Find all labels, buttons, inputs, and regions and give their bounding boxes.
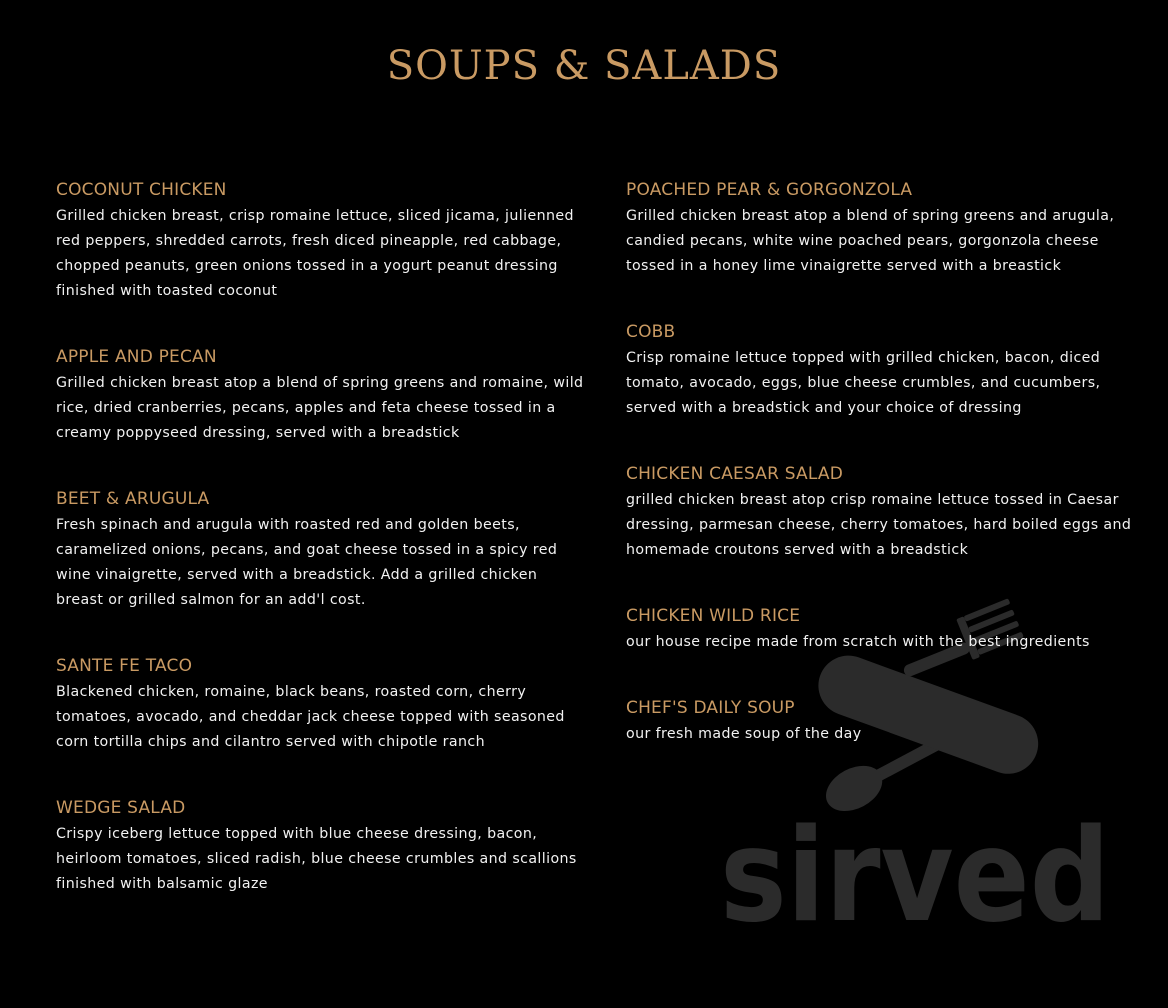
menu-item-description: Blackened chicken, romaine, black beans, roasted corn, cherry tomatoes, avocado, and cheddar jack cheese topped with seasoned corn tortilla chips and cilantro served with chipotle ranch: [56, 684, 565, 750]
menu-item: [56, 654, 586, 755]
menu-item-name: COBB: [626, 322, 676, 342]
menu-item-name: WEDGE SALAD: [56, 798, 186, 818]
menu-item-name: CHICKEN CAESAR SALAD: [626, 464, 844, 484]
menu-item: [56, 796, 586, 897]
menu-column-left: [56, 178, 586, 938]
menu-item-name: CHEF'S DAILY SOUP: [626, 698, 795, 718]
menu-item: [626, 320, 1141, 421]
menu-item-name: BEET & ARUGULA: [56, 489, 210, 509]
menu-item-description: Fresh spinach and arugula with roasted red and golden beets, caramelized onions, pecans, and goat cheese tossed in a spicy red wine vinaigrette, served with a breadstick. Add a grilled chicken breast or grilled salmon for an add'l cost.: [56, 517, 558, 608]
menu-item: [56, 487, 586, 613]
menu-item: [626, 178, 1141, 279]
menu-item-description: Grilled chicken breast, crisp romaine lettuce, sliced jicama, julienned red peppers, shredded carrots, fresh diced pineapple, red cabbage, chopped peanuts, green onions tossed in a yogurt peanut dressing finished with toasted coconut: [56, 208, 574, 299]
menu-column-right: [626, 178, 1141, 788]
menu-item-name: CHICKEN WILD RICE: [626, 606, 801, 626]
menu-item: [626, 604, 1141, 655]
page-title: SOUPS & SALADS: [386, 43, 782, 89]
menu-item-description: Crisp romaine lettuce topped with grilled chicken, bacon, diced tomato, avocado, eggs, blue cheese crumbles, and cucumbers, served with a breadstick and your choice of dressing: [626, 350, 1101, 416]
menu-item: [56, 345, 586, 446]
menu-item: [626, 696, 1141, 747]
watermark-text: sirved: [720, 802, 1110, 951]
menu-item-description: our house recipe made from scratch with the best ingredients: [626, 634, 1090, 650]
menu-item-name: APPLE AND PECAN: [56, 347, 217, 367]
menu-item: [56, 178, 586, 304]
menu-item-description: Crispy iceberg lettuce topped with blue cheese dressing, bacon, heirloom tomatoes, sliced radish, blue cheese crumbles and scallions finished with balsamic glaze: [56, 826, 577, 892]
menu-item: [626, 462, 1141, 563]
menu-item-description: grilled chicken breast atop crisp romaine lettuce tossed in Caesar dressing, parmesan cheese, cherry tomatoes, hard boiled eggs and homemade croutons served with a breadstick: [626, 492, 1132, 558]
menu-item-description: Grilled chicken breast atop a blend of spring greens and romaine, wild rice, dried cranberries, pecans, apples and feta cheese tossed in a creamy poppyseed dressing, served with a breadstick: [56, 375, 584, 441]
menu-item-description: our fresh made soup of the day: [626, 726, 862, 742]
menu-item-name: SANTE FE TACO: [56, 656, 193, 676]
menu-item-name: COCONUT CHICKEN: [56, 180, 227, 200]
menu-item-description: Grilled chicken breast atop a blend of spring greens and arugula, candied pecans, white wine poached pears, gorgonzola cheese tossed in a honey lime vinaigrette served with a breastick: [626, 208, 1115, 274]
menu-item-name: POACHED PEAR & GORGONZOLA: [626, 180, 913, 200]
